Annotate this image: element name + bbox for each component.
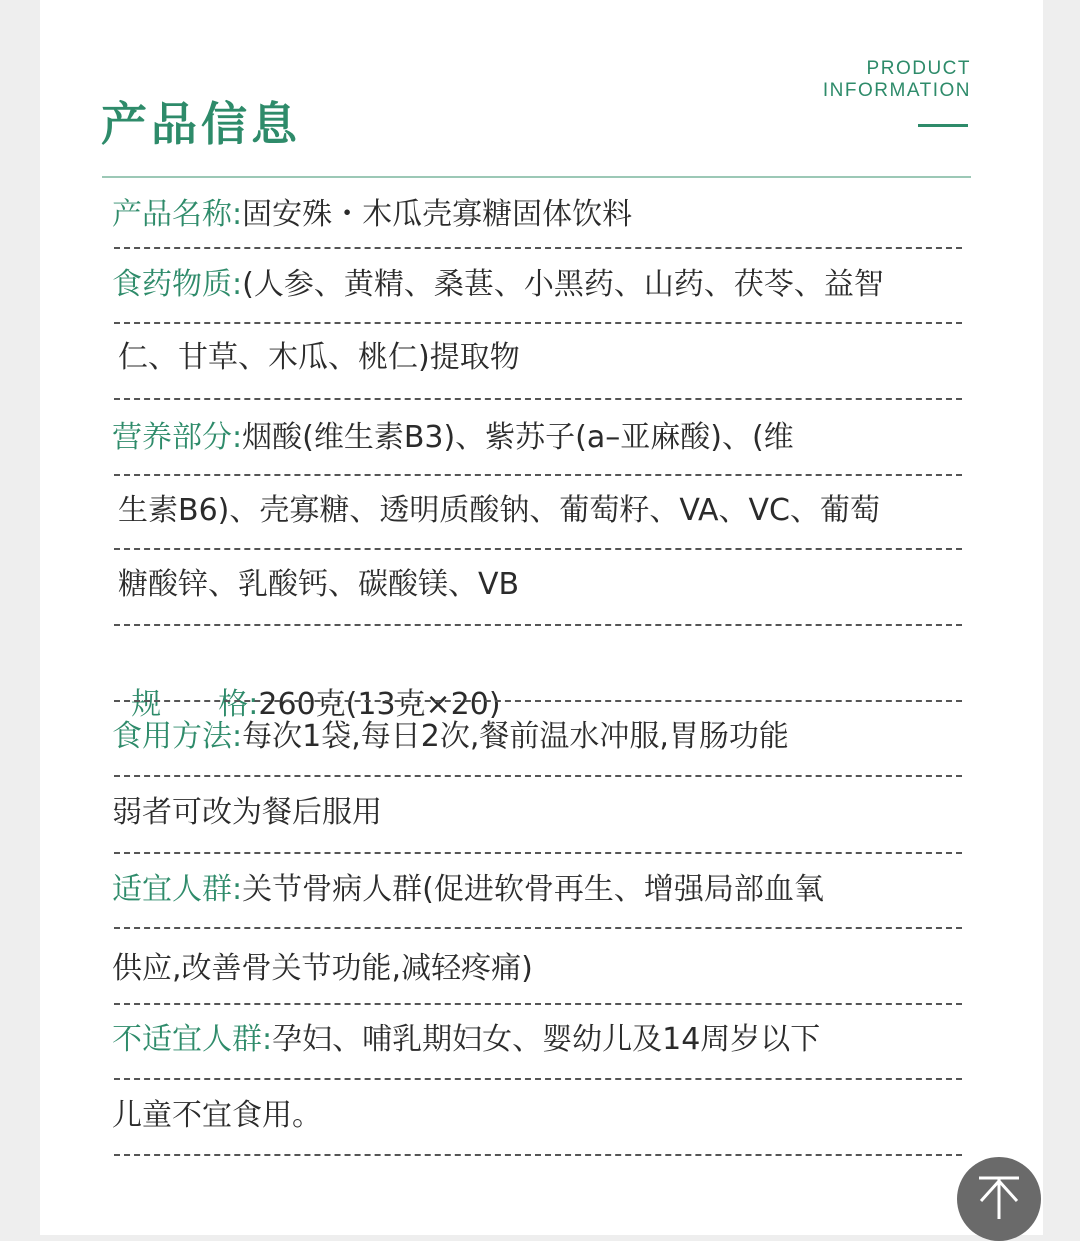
dashed-divider	[114, 247, 962, 249]
info-row-nutrition	[112, 418, 972, 458]
info-row-nutrition-cont	[118, 491, 978, 531]
dashed-divider	[114, 700, 962, 702]
english-title-line2: INFORMATION	[822, 80, 971, 101]
row-value: 仁、甘草、木瓜、桃仁)提取物	[118, 340, 520, 375]
info-row-usage-cont	[112, 793, 972, 833]
dashed-divider	[114, 1003, 962, 1005]
row-label: 食药物质:	[112, 267, 243, 302]
english-title	[823, 58, 971, 102]
row-value: 固安殊・木瓜壳寡糖固体饮料	[242, 197, 633, 232]
row-label: 不适宜人群:	[112, 1022, 273, 1057]
info-row-suitable	[112, 870, 972, 910]
info-row-usage	[112, 717, 972, 757]
header-divider	[102, 176, 971, 178]
row-value: (人参、黄精、桑葚、小黑药、山药、茯苓、益智	[242, 267, 884, 302]
row-label: 营养部分:	[112, 420, 243, 455]
dashed-divider	[114, 775, 962, 777]
row-value: 糖酸锌、乳酸钙、碳酸镁、VB	[118, 567, 520, 602]
dashed-divider	[114, 548, 962, 550]
row-value: 260克(13克×20)	[258, 687, 501, 722]
info-row-unsuitable	[112, 1020, 972, 1060]
info-row-unsuitable-cont	[112, 1096, 972, 1136]
row-value: 每次1袋,每日2次,餐前温水冲服,胃肠功能	[242, 719, 789, 754]
row-label: 食用方法:	[112, 719, 243, 754]
info-row-ingredients	[112, 265, 972, 305]
row-label: 适宜人群:	[112, 872, 243, 907]
dashed-divider	[114, 398, 962, 400]
row-value: 生素B6)、壳寡糖、透明质酸钠、葡萄籽、VA、VC、葡萄	[118, 493, 880, 528]
info-row-ingredients-cont	[118, 338, 978, 378]
row-value: 供应,改善骨关节功能,减轻疼痛)	[112, 951, 533, 986]
info-row-product-name	[112, 195, 972, 235]
row-value: 烟酸(维生素B3)、紫苏子(a–亚麻酸)、(维	[242, 420, 794, 455]
row-value: 孕妇、哺乳期妇女、婴幼儿及14周岁以下	[272, 1022, 821, 1057]
dashed-divider	[114, 624, 962, 626]
page-title: 产品信息	[101, 97, 301, 151]
back-to-top-button[interactable]	[957, 1157, 1041, 1241]
dashed-divider	[114, 927, 962, 929]
row-value: 弱者可改为餐后服用	[112, 795, 382, 830]
dashed-divider	[114, 322, 962, 324]
dashed-divider	[114, 1154, 962, 1156]
title-accent-rule	[918, 124, 968, 127]
row-value: 关节骨病人群(促进软骨再生、增强局部血氧	[242, 872, 824, 907]
dashed-divider	[114, 852, 962, 854]
arrow-up-icon	[977, 1175, 1021, 1221]
dashed-divider	[114, 1078, 962, 1080]
row-label: 规 格:	[131, 687, 259, 722]
english-title-line1: PRODUCT	[866, 58, 971, 79]
info-row-nutrition-cont2	[118, 565, 978, 605]
row-value: 儿童不宜食用。	[112, 1098, 322, 1133]
row-label: 产品名称:	[112, 197, 243, 232]
info-row-spec	[112, 645, 972, 725]
dashed-divider	[114, 474, 962, 476]
info-row-suitable-cont	[112, 949, 972, 989]
